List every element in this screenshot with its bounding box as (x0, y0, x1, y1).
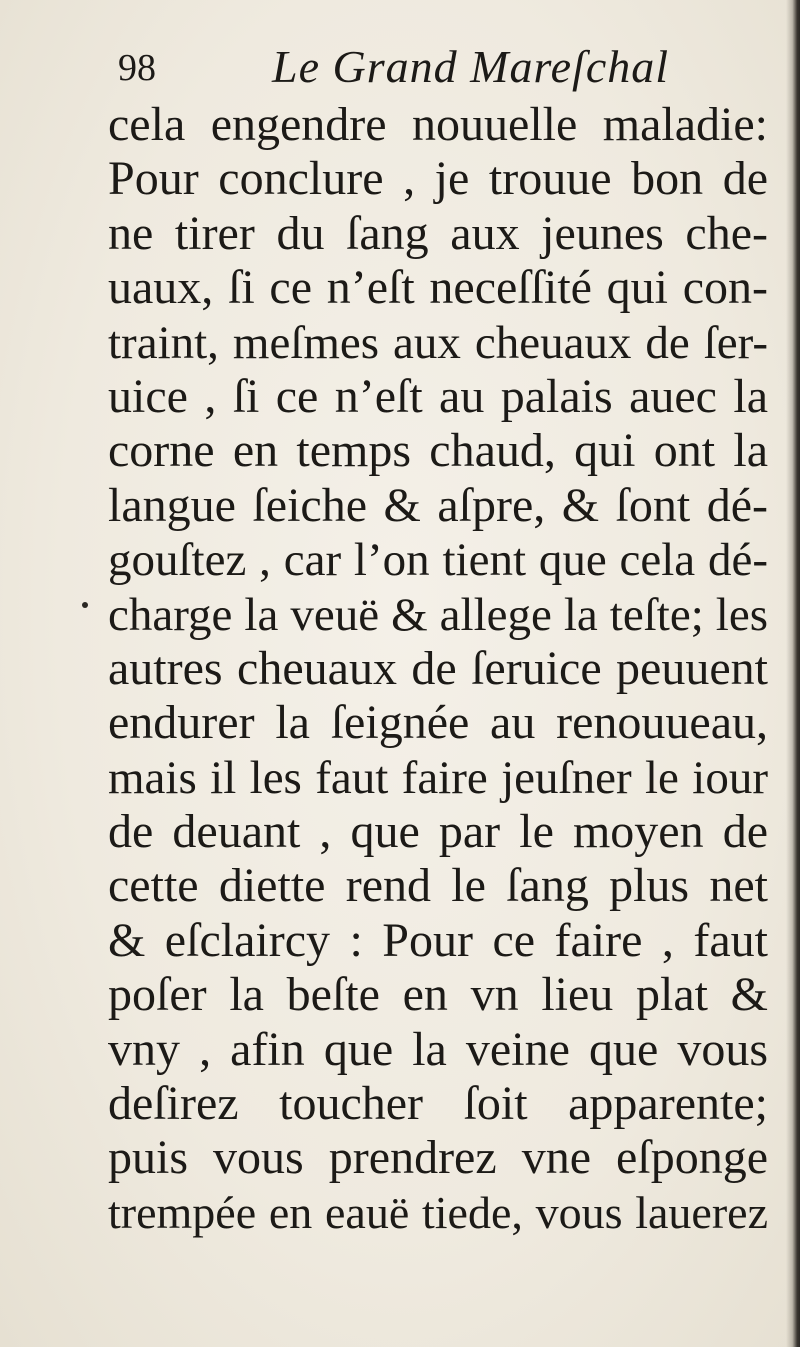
text-line-9: gouſtez , car l’on tient que cela dé- (108, 534, 768, 587)
text-line-16: & eſclaircy : Pour ce faire , faut (108, 913, 768, 967)
body-text (108, 98, 768, 1240)
text-line-1: cela engendre nouuelle maladie: (108, 98, 768, 151)
text-line-7: corne en temps chaud, qui ont la (108, 424, 768, 478)
text-line-8: langue ſeiche & aſpre, & ſont dé- (108, 478, 768, 532)
page-header (0, 40, 800, 100)
running-title: Le Grand Mareſchal (272, 41, 670, 92)
text-line-4: uaux, ſi ce n’eſt neceſſité qui con- (108, 261, 768, 315)
text-line-5: traint, meſmes aux cheuaux de ſer- (108, 316, 768, 369)
text-line-13: mais il les faut faire jeuſner le iour (108, 751, 768, 804)
text-line-12: endurer la ſeignée au renouueau, (108, 696, 768, 750)
page-edge-shadow (786, 0, 800, 1347)
page-number: 98 (118, 47, 156, 89)
ink-speck (82, 602, 88, 608)
text-line-11: autres cheuaux de ſeruice peuuent (108, 641, 768, 695)
text-line-18: vny , afin que la veine que vous (108, 1022, 768, 1076)
text-line-15: cette diette rend le ſang plus net (108, 859, 768, 913)
text-line-3: ne tirer du ſang aux jeunes che- (108, 206, 768, 260)
text-line-10: charge la veuë & allege la teſte; les (108, 588, 768, 641)
text-line-2: Pour conclure , je trouue bon de (108, 152, 768, 206)
text-line-20: puis vous prendrez vne eſponge (108, 1131, 768, 1185)
text-line-17: poſer la beſte en vn lieu plat & (108, 968, 768, 1022)
text-line-14: de deuant , que par le moyen de (108, 805, 768, 859)
text-line-6: uice , ſi ce n’eſt au palais auec la (108, 369, 768, 423)
text-line-19: deſirez toucher ſoit apparente; (108, 1077, 768, 1131)
text-line-21: trempée en eauë tiede, vous lauerez (108, 1186, 768, 1238)
